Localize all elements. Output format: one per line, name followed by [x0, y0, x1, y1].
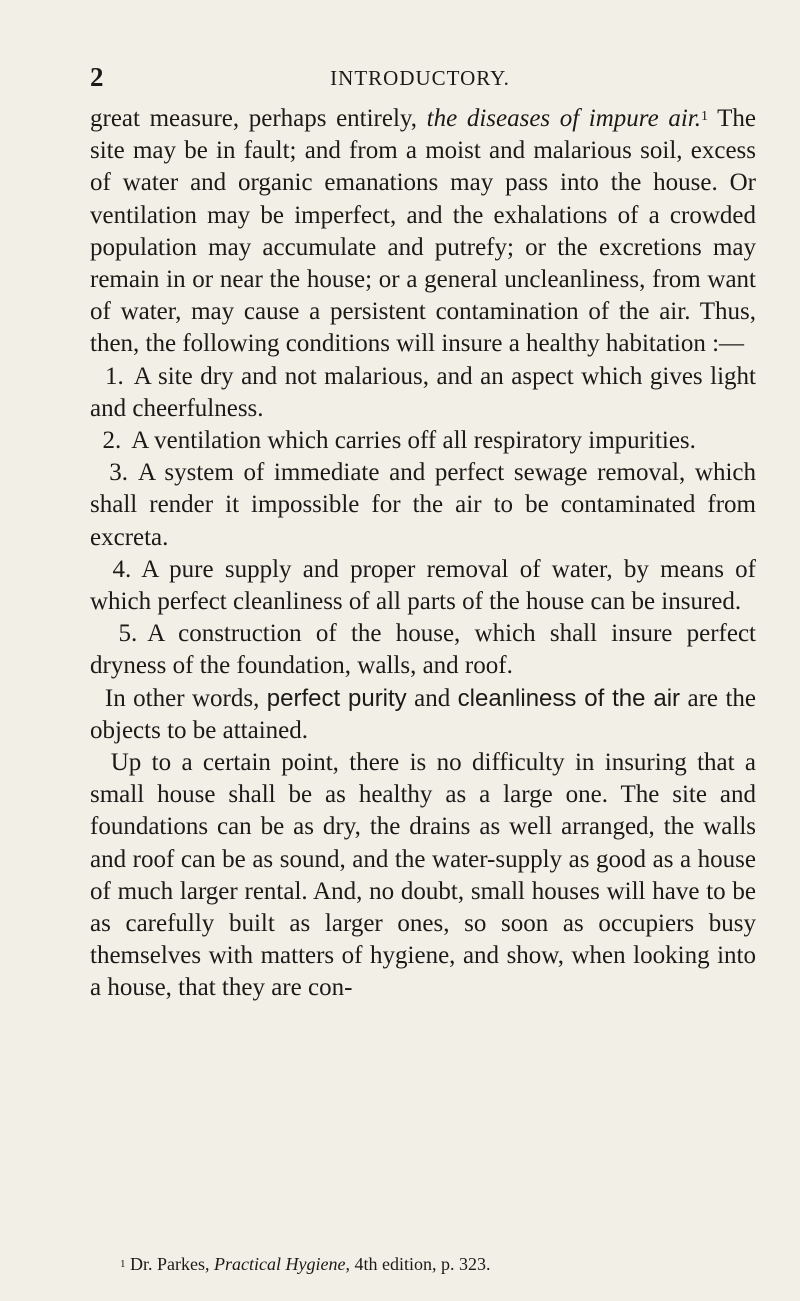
emphasis-perfect-purity: perfect purity: [266, 684, 407, 712]
list-number-2: 2.: [102, 427, 122, 455]
list-text-4: A pure supply and proper removal of water, by means of which perfect cleanliness of all parts of the house can be insured.: [90, 555, 757, 616]
page-number: 2: [90, 62, 104, 92]
paragraph-3: [90, 747, 756, 1005]
footnote: [120, 1253, 760, 1275]
emphasis-cleanliness: cleanliness of the air: [457, 684, 681, 712]
list-text-2: A ventilation which carries off all respiratory impurities.: [131, 427, 696, 455]
paragraph-2-and: and: [406, 684, 458, 712]
list-item-3: [90, 457, 756, 554]
paragraph-1-start: great measure, perhaps entirely,: [90, 105, 427, 132]
list-item-4: [90, 554, 756, 618]
footnote-text-start: Dr. Parkes,: [125, 1254, 214, 1274]
italic-phrase: the diseases of impure air.: [426, 105, 701, 132]
footnote-mark: 1: [120, 1258, 126, 1270]
list-text-1: A site dry and not malarious, and an aspect which gives light and cheerfulness.: [90, 362, 757, 422]
paragraph-3-text: Up to a certain point, there is no difficulty in insuring that a small house shall be as healthy as a large one. The site and foundations can be as dry, the drains as well arranged, the walls and roof can be as sound, and the water-supply as good as a house of much larger rental. And, no doubt, small houses will have to be as carefully built as larger ones, so soon as occupiers busy themselves with matters of hygiene, and show, when looking into a house, that they are con-: [90, 749, 757, 1002]
footnote-reference: 1: [700, 109, 708, 124]
list-text-5: A construction of the house, which shall insure perfect dryness of the foundation, walls, and roof.: [90, 620, 756, 680]
footnote-text-end: , 4th edition, p. 323.: [345, 1254, 491, 1274]
body-text: [90, 103, 756, 1005]
paragraph-2-rest: are the objects to be attained.: [90, 684, 756, 744]
paragraph-1: [90, 103, 756, 361]
list-number-4: 4.: [112, 555, 132, 583]
list-number-3: 3.: [109, 459, 129, 487]
paragraph-2-start: In other words,: [104, 684, 267, 712]
page-header: [90, 62, 750, 92]
paragraph-1-rest: The site may be in fault; and from a moist and malarious soil, excess of water and organic emanations may pass into the house. Or ventilation may be imperfect, and the exhalations of a crowded population may accumulate and putrefy; or the excretions may remain in or near the house; or a general uncleanliness, from want of water, may cause a persistent contamination of the air. Thus, then, the following conditions will insure a healthy habitation :—: [90, 105, 756, 358]
list-item-1: [90, 361, 756, 425]
footnote-book-title: Practical Hygiene: [214, 1254, 346, 1274]
list-item-2: [90, 425, 756, 457]
list-text-3: A system of immediate and perfect sewage removal, which shall render it impossible for the air to be contaminated from excreta.: [90, 459, 756, 551]
list-number-1: 1.: [105, 362, 124, 390]
running-head: INTRODUCTORY.: [330, 66, 510, 90]
list-item-5: [90, 618, 756, 682]
list-number-5: 5.: [118, 620, 138, 648]
paragraph-2: [90, 683, 756, 747]
